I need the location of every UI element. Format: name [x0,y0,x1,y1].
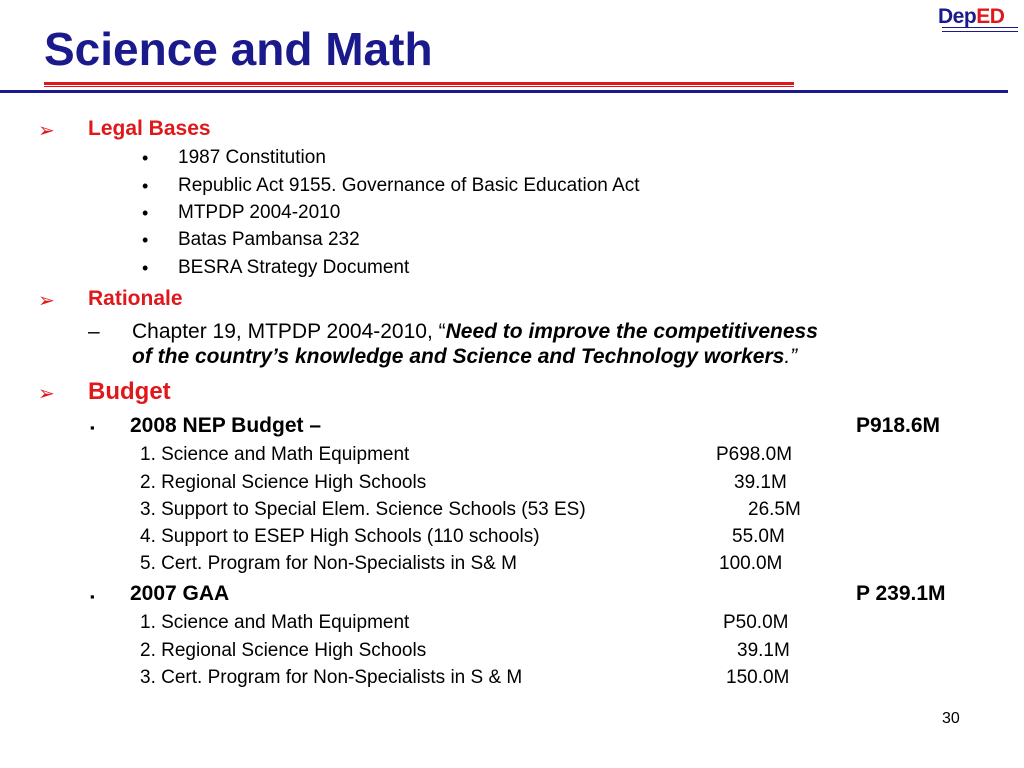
nep-item-amount: 55.0M [732,526,785,547]
nep-item-name: 3. Support to Special Elem. Science Schools (53 ES) [140,499,586,520]
legal-item: MTPDP 2004-2010 [178,202,341,223]
legal-item: Republic Act 9155. Governance of Basic Education Act [178,175,640,196]
nep-item-amount: P698.0M [716,444,793,465]
square-bullet-icon: ▪ [90,420,95,435]
gaa-item-amount: 150.0M [726,667,790,688]
title-rule-red [44,82,794,85]
gaa-label: 2007 GAA [130,582,230,605]
legal-item: Batas Pambansa 232 [178,229,360,250]
nep-item-name: 2. Regional Science High Schools [140,472,427,493]
rationale-emphasis-2: of the country’s knowledge and Science and Technology workers [132,345,785,368]
gaa-total: P 239.1M [856,582,946,605]
bullet-icon: • [142,230,149,250]
logo-ed-text: ED [976,5,1005,28]
bullet-icon: • [142,258,149,278]
nep-total: P918.6M [856,414,941,437]
arrow-bullet-icon: ➢ [38,290,55,312]
nep-item-amount: 100.0M [719,553,783,574]
deped-logo [938,6,1020,34]
gaa-item-name: 3. Cert. Program for Non-Specialists in S & M [140,667,523,688]
slide-title: Science and Math [44,23,433,75]
arrow-bullet-icon: ➢ [38,383,55,405]
rationale-prefix: Chapter 19, MTPDP 2004-2010, “ [132,320,446,343]
gaa-item-amount: 39.1M [737,640,790,661]
bullet-icon: • [142,203,149,223]
title-rule-red-thin [44,86,794,87]
legal-bases-heading: Legal Bases [88,117,211,140]
logo-dep-text: Dep [938,5,977,28]
bullet-icon: • [142,176,149,196]
bullet-icon: • [142,148,149,168]
nep-item-amount: 39.1M [734,472,787,493]
title-rule-blue [0,90,1008,93]
nep-item-name: 5. Cert. Program for Non-Specialists in S& M [140,553,517,574]
nep-item-amount: 26.5M [748,499,801,520]
nep-label: 2008 NEP Budget – [130,414,322,437]
rationale-line-1 [132,319,818,345]
square-bullet-icon: ▪ [90,589,95,604]
gaa-item-amount: P50.0M [723,612,789,633]
nep-item-name: 1. Science and Math Equipment [140,444,410,465]
legal-item: 1987 Constitution [178,147,326,168]
rationale-suffix: .” [784,345,798,368]
nep-item-name: 4. Support to ESEP High Schools (110 schools) [140,526,540,547]
legal-item: BESRA Strategy Document [178,257,410,278]
rationale-line-2 [132,344,797,370]
rationale-heading: Rationale [88,287,183,310]
dash-icon: – [88,320,100,343]
budget-heading: Budget [88,378,171,405]
page-number: 30 [942,710,960,727]
gaa-item-name: 1. Science and Math Equipment [140,612,410,633]
logo-underline [942,27,1018,32]
arrow-bullet-icon: ➢ [38,120,55,142]
gaa-item-name: 2. Regional Science High Schools [140,640,427,661]
rationale-emphasis-1: Need to improve the competitiveness [445,320,818,343]
